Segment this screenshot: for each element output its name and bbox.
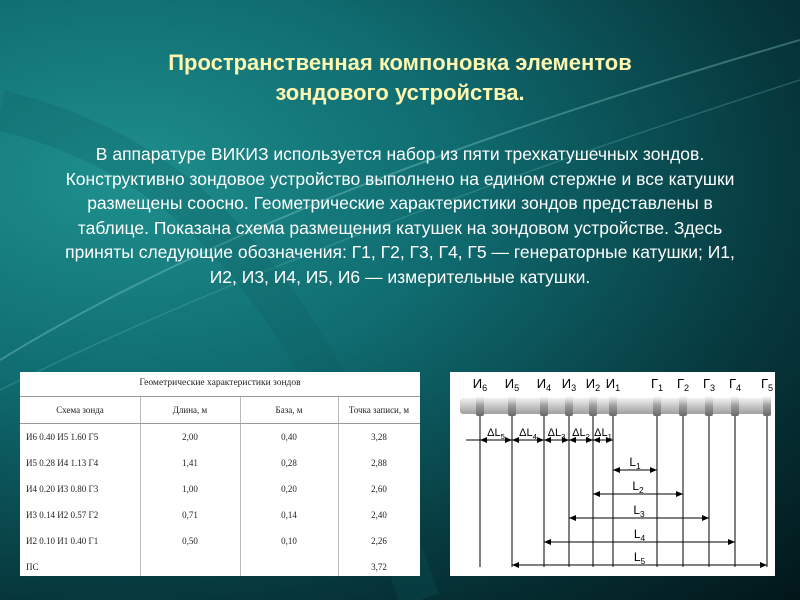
table-cell: И3 0.14 И2 0.57 Г2 bbox=[26, 510, 99, 520]
coil-label: $И_3$ bbox=[561, 376, 577, 393]
coil-Г1 bbox=[653, 396, 661, 416]
coil-И4 bbox=[540, 396, 548, 416]
coil-Г3 bbox=[705, 396, 713, 416]
length-label: $L_5$ bbox=[633, 550, 646, 566]
coil-label: $И_6$ bbox=[472, 376, 488, 393]
coil-И3 bbox=[565, 396, 573, 416]
table-cell: 0,28 bbox=[281, 458, 297, 468]
table-row bbox=[20, 450, 420, 476]
column-header-record-point: Точка записи, м bbox=[338, 397, 420, 424]
coil-И5 bbox=[508, 396, 516, 416]
slide-body-text: В аппаратуре ВИКИЗ используется набор из пяти трехкатушечных зондов. Конструктивно зондовое устройство выполнено на едином стержне и все катушки размещены соосно. Геометрические характеристики зондов представлены в таблице. Показана схема размещения катушек на зондовом устройстве. Здесь приняты следующие обозначения: Г1, Г2, Г3, Г4, Г5 — генераторные катушки; И1, И2, И3, И4, И5, И6 — измерительные катушки. bbox=[65, 144, 735, 287]
coil-Г2 bbox=[679, 396, 687, 416]
table-cell: 0,50 bbox=[182, 536, 198, 546]
length-label: $L_3$ bbox=[633, 503, 645, 519]
slide-title-line-2: зондового устройства. bbox=[275, 80, 525, 105]
table-row bbox=[20, 502, 420, 528]
table-cell: И2 0.10 И1 0.40 Г1 bbox=[26, 536, 99, 546]
coil-label: $Г_1$ bbox=[650, 376, 664, 393]
table-header-row bbox=[20, 397, 420, 424]
table-cell: 0,14 bbox=[281, 510, 297, 520]
slide-title bbox=[0, 48, 800, 108]
table-cell: И4 0.20 И3 0.80 Г3 bbox=[26, 484, 99, 494]
table-cell bbox=[240, 554, 338, 580]
table-cell: 1,41 bbox=[182, 458, 198, 468]
table-cell: 0,10 bbox=[281, 536, 297, 546]
table-cell: ПС bbox=[26, 562, 39, 572]
delta-label: $\Delta L_4$ bbox=[519, 427, 537, 441]
coil-И1 bbox=[609, 396, 617, 416]
geometry-table bbox=[20, 396, 420, 580]
table-cell: 2,40 bbox=[371, 510, 387, 520]
coil-label: $Г_2$ bbox=[676, 376, 690, 393]
table-cell: 0,20 bbox=[281, 484, 297, 494]
table-cell: 0,71 bbox=[182, 510, 198, 520]
coil-Г5 bbox=[763, 396, 771, 416]
coil-И2 bbox=[589, 396, 597, 416]
length-label: $L_4$ bbox=[633, 527, 646, 543]
table-cell: 0,40 bbox=[281, 432, 297, 442]
length-label: $L_1$ bbox=[629, 455, 641, 471]
table-cell: 3,72 bbox=[371, 562, 387, 572]
delta-label: $\Delta L_3$ bbox=[547, 427, 566, 441]
coil-label: $И_1$ bbox=[605, 376, 621, 393]
table-cell: И6 0.40 И5 1.60 Г5 bbox=[26, 432, 99, 442]
coil-label: $Г_4$ bbox=[728, 376, 742, 393]
coil-label: $Г_5$ bbox=[760, 376, 774, 393]
table-row bbox=[20, 424, 420, 451]
table-row bbox=[20, 554, 420, 580]
geometry-table-card bbox=[20, 372, 420, 576]
delta-label: $\Delta L_5$ bbox=[487, 427, 505, 441]
length-label: $L_2$ bbox=[632, 479, 644, 495]
coil-label: $И_2$ bbox=[585, 376, 601, 393]
table-cell: 2,60 bbox=[371, 484, 387, 494]
table-caption: Геометрические характеристики зондов bbox=[139, 378, 301, 388]
coil-layout-svg bbox=[450, 372, 775, 576]
coil-label: $Г_3$ bbox=[702, 376, 716, 393]
table-row bbox=[20, 476, 420, 502]
coil-label: $И_4$ bbox=[536, 376, 552, 393]
table-cell: 1,00 bbox=[182, 484, 198, 494]
column-header-scheme: Схема зонда bbox=[20, 397, 140, 424]
table-cell: 2,00 bbox=[182, 432, 198, 442]
table-cell: И5 0.28 И4 1.13 Г4 bbox=[26, 458, 99, 468]
table-cell bbox=[140, 554, 240, 580]
column-header-base: База, м bbox=[240, 397, 338, 424]
table-cell: 2,88 bbox=[371, 458, 387, 468]
delta-label: $\Delta L_2$ bbox=[572, 427, 590, 441]
table-row bbox=[20, 528, 420, 554]
coil-Г4 bbox=[731, 396, 739, 416]
column-header-length: Длина, м bbox=[140, 397, 240, 424]
coil-И6 bbox=[476, 396, 484, 416]
slide-title-line-1: Пространственная компоновка элементов bbox=[168, 50, 632, 75]
coil-label: $И_5$ bbox=[504, 376, 520, 393]
coil-layout-diagram bbox=[450, 372, 775, 576]
delta-label: $\Delta L_1$ bbox=[594, 427, 612, 441]
table-cell: 2,26 bbox=[371, 536, 387, 546]
table-cell: 3,28 bbox=[371, 432, 387, 442]
